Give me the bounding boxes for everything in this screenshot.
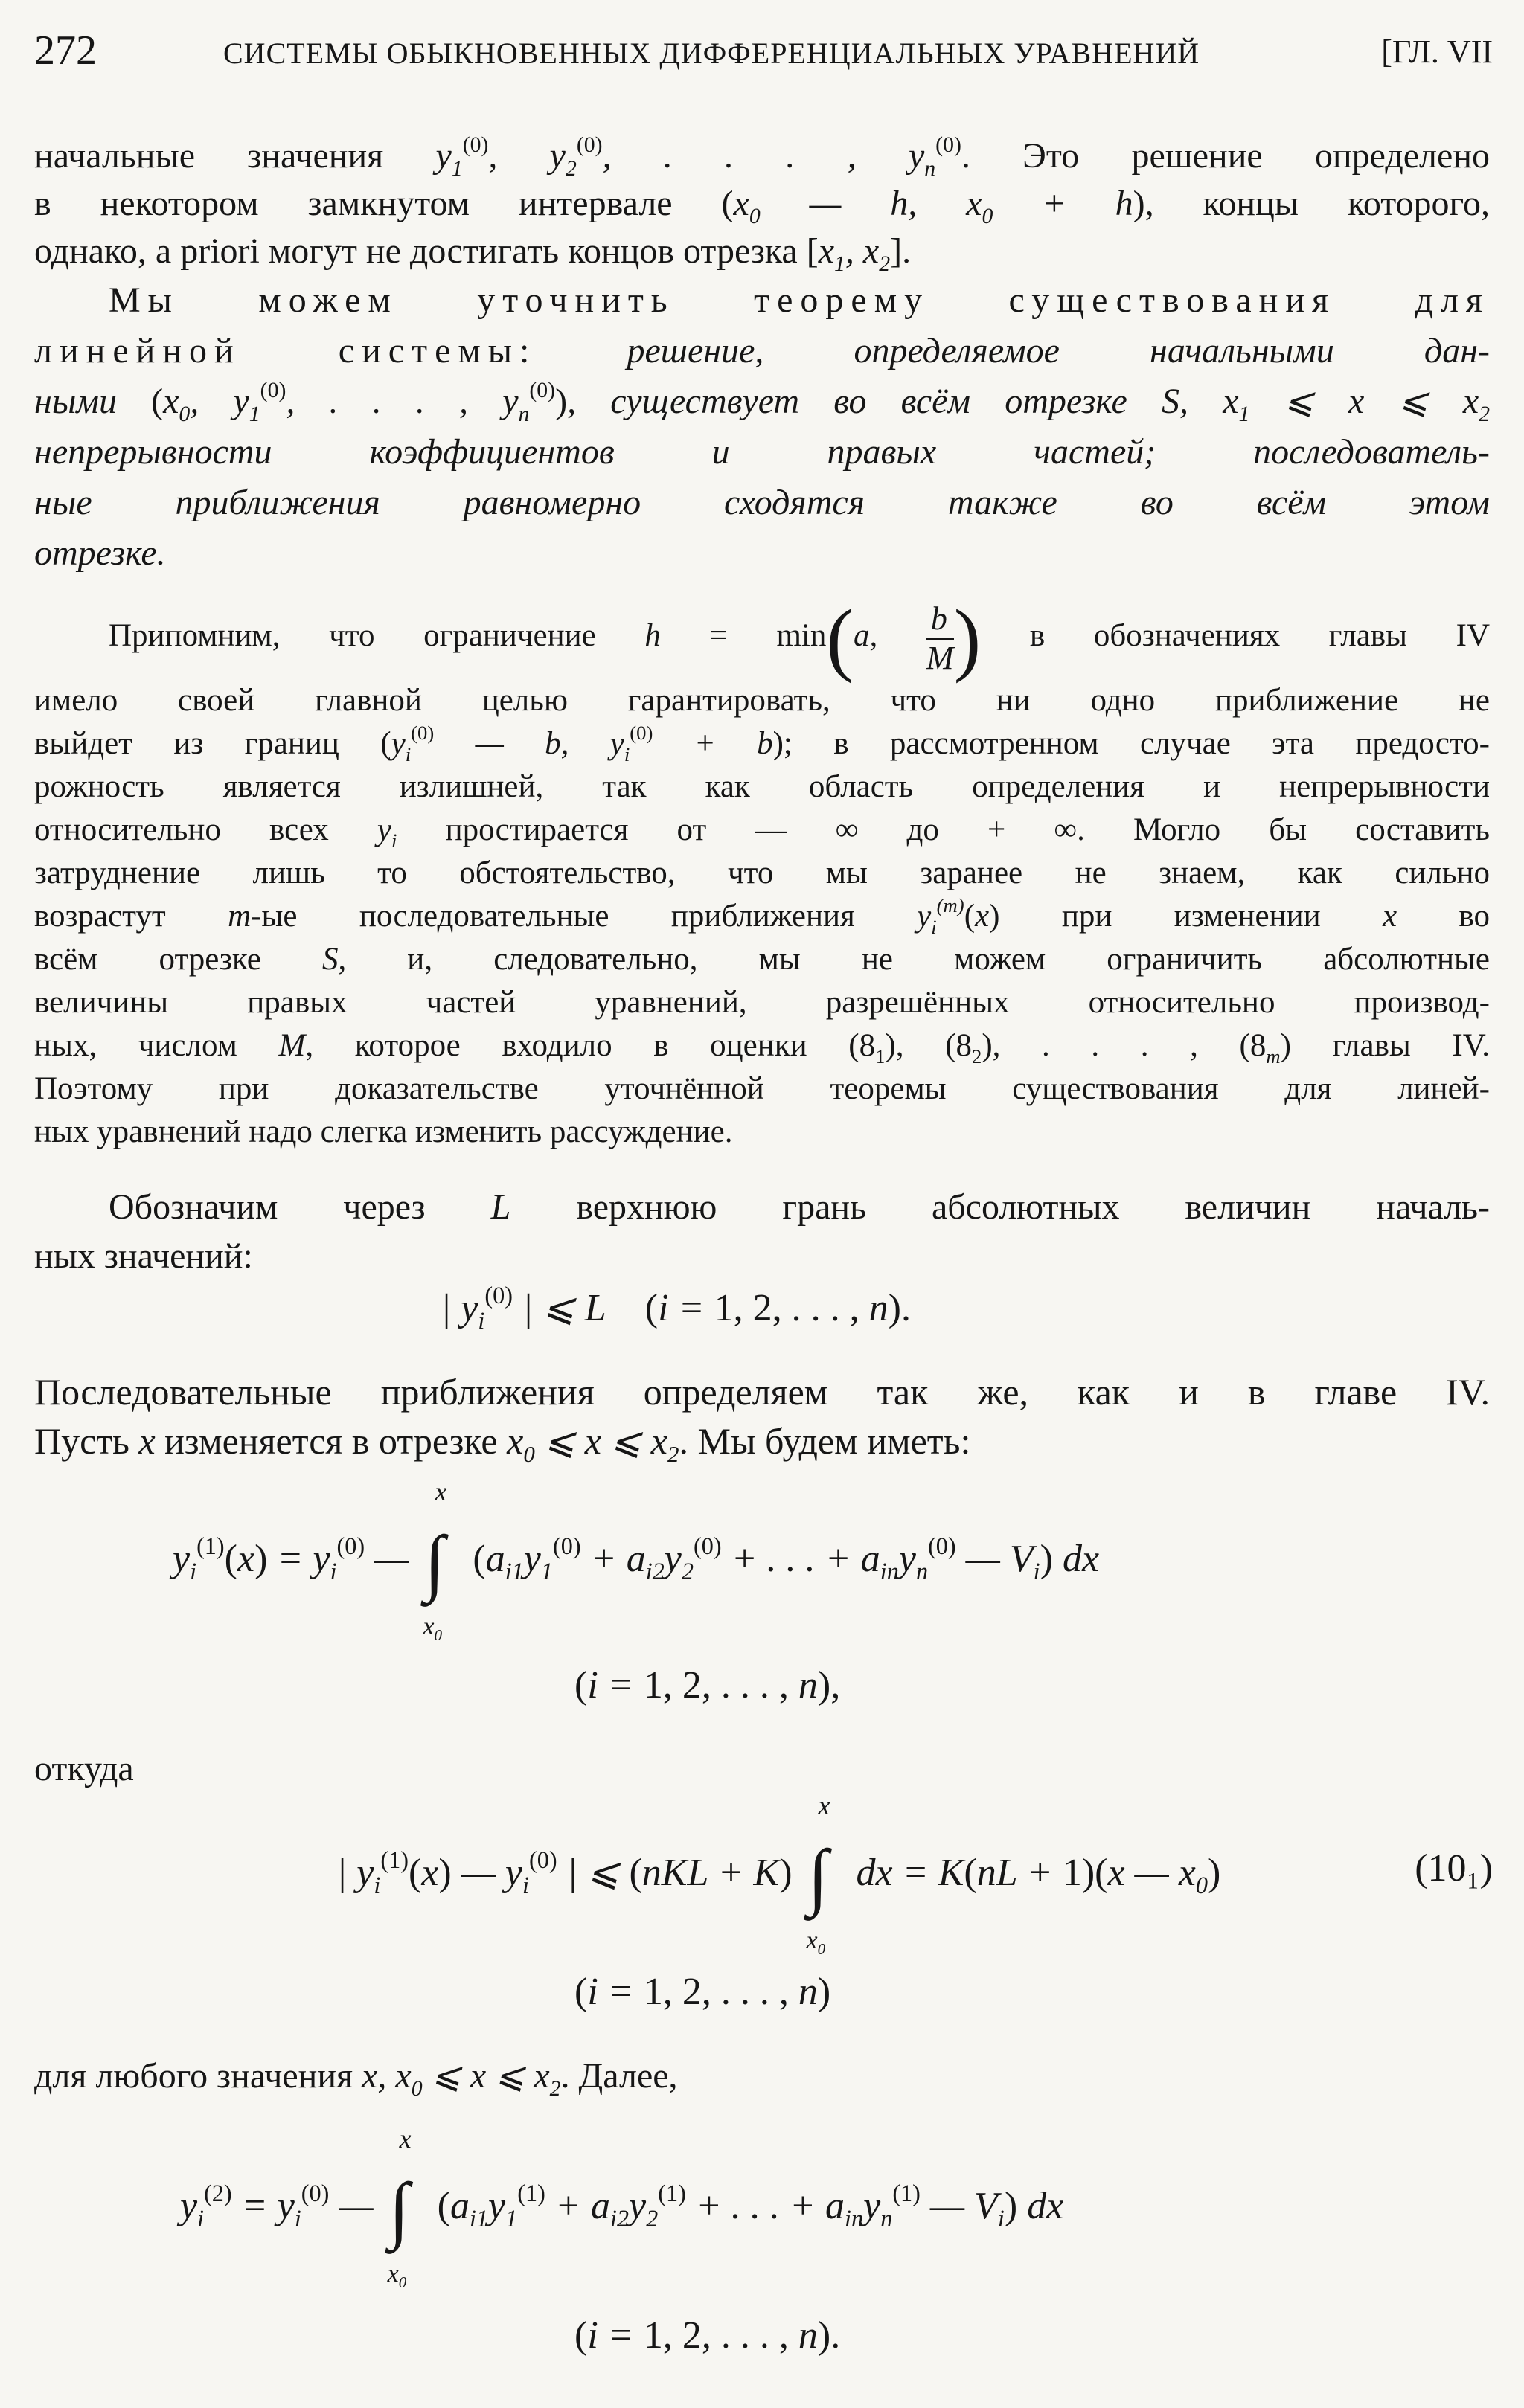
text-line: затруднение лишь то обстоятельство, что мы заранее не знаем, как сильно — [34, 855, 1490, 891]
formula-first-approximation: $y_i^{(1)}(x) = y_i^{(0)}$ — ∫ x $x_0$ ($a_{i1}y_1^{(0)} + a_{i2}y_2^{(0)}$ + . . . + $a_{in}y_n^{(0)}$ — $V_i$) dx — [173, 1477, 1100, 1644]
word-otkuda: откуда — [34, 1749, 134, 1788]
paragraph-3 — [34, 595, 1490, 1154]
text-line: однако, a priori могут не достигать концов отрезка [$x_1$, $x_2$]. — [34, 231, 912, 276]
index-range: (i = 1, 2, . . . , n), — [574, 1664, 841, 1707]
paragraph-1 — [34, 132, 1490, 275]
page-number: 272 — [34, 28, 97, 74]
index-range: (i = 1, 2, . . . , n). — [574, 2314, 841, 2357]
running-title: СИСТЕМЫ ОБЫКНОВЕННЫХ ДИФФЕРЕНЦИАЛЬНЫХ УРАВНЕНИЙ — [223, 36, 1200, 70]
text-line: начальные значения $y_1^{(0)}$, $y_2^{(0)}$, . . . , $y_n^{(0)}$. Это решение определено — [34, 132, 1491, 181]
text-line: Припомним, что ограничение h = min(a, $\frac{b}{M}$ ) в обозначениях главы IV — [109, 593, 1491, 684]
text-line: имело своей главной целью гарантировать, что ни одно приближение не — [34, 683, 1490, 719]
text-line: величины правых частей уравнений, разрешённых относительно производ- — [34, 985, 1490, 1021]
text-line: непрерывности коэффициентов и правых частей; последователь- — [34, 432, 1490, 472]
text-line: относительно всех $y_i$ простирается от — ∞ до + ∞. Могло бы составить — [34, 812, 1491, 852]
text-line: для любого значения x, $x_0$ ⩽ x ⩽ $x_2$. Далее, — [34, 2056, 678, 2101]
paragraph-6 — [34, 2055, 1490, 2101]
text-line: ные приближения равномерно сходятся также во всём этом — [34, 483, 1490, 522]
formula-estimate: | $y_i^{(1)}(x)$ — $y_i^{(0)}$ | ⩽ (nKL + K) ∫ x $x_0$ dx = K(nL + 1)(x — $x_0$) — [336, 1791, 1221, 1958]
text-line: ных уравнений надо слегка изменить рассуждение. — [34, 1114, 733, 1150]
text-line: отрезке. — [34, 533, 166, 573]
text-line: всём отрезке S, и, следовательно, мы не можем ограничить абсолютные — [34, 942, 1490, 977]
equation-number: (10₁) — [1415, 1847, 1493, 1890]
text-line: рожность является излишней, так как область определения и непрерывности — [34, 769, 1490, 805]
integral-sign: ∫ x $x_0$ — [806, 1791, 830, 1958]
text-line: Пусть x изменяется в отрезке $x_0$ ⩽ x ⩽ $x_2$. Мы будем иметь: — [34, 1420, 971, 1467]
integral-sign: ∫ x $x_0$ — [387, 2124, 412, 2291]
paragraph-4 — [34, 1183, 1490, 1281]
chapter-label: [ГЛ. VII — [1381, 33, 1493, 70]
text-line: ными ($x_0$, $y_1^{(0)}$, . . . , $y_n^{(0)}$), существует во всём отрезке S, $x_1$ ⩽ x ⩽ $x_2$ — [34, 377, 1491, 426]
formula-second-approximation: $y_i^{(2)} = y_i^{(0)}$ — ∫ x $x_0$ ($a_{i1}y_1^{(1)} + a_{i2}y_2^{(1)}$ + . . . + $a_{in}y_n^{(1)}$ — $V_i$) dx — [180, 2124, 1064, 2291]
text-line: в некотором замкнутом интервале ($x_0$ — h, $x_0 + h$), концы которого, — [34, 184, 1491, 228]
text-line: возрастут m-ые последовательные приближения $y_i^{(m)}(x)$ при изменении x во — [34, 893, 1491, 938]
text-line: Последовательные приближения определяем так же, как и в главе IV. — [34, 1371, 1490, 1413]
page-header — [34, 27, 1493, 86]
text-line: ных значений: — [34, 1236, 253, 1276]
inequality-bound-L: | $y_i^{(0)}$ | ⩽ L (i = 1, 2, . . . , n). — [441, 1281, 911, 1335]
text-line: Поэтому при доказательстве уточнённой теоремы существования для линей- — [34, 1071, 1490, 1107]
text-line: Мы можем уточнить теорему существования для — [109, 280, 1490, 320]
paragraph-5 — [34, 1367, 1490, 1465]
text-line: Обозначим через L верхнюю грань абсолютных величин началь- — [109, 1187, 1491, 1227]
text-line: выйдет из границ ($y_i^{(0)}$ — b, $y_i^{(0)} + b$); в рассмотренном случае эта предосто- — [34, 721, 1490, 765]
text-line: ных, числом M, которое входило в оценки $(8_1)$, $(8_2)$, . . . , $(8_m)$ главы IV. — [34, 1028, 1490, 1067]
index-range: (i = 1, 2, . . . , n) — [574, 1971, 831, 2013]
paragraph-2 — [34, 275, 1490, 579]
integral-sign: ∫ x $x_0$ — [423, 1477, 447, 1644]
text-line: линейной системы: решение, определяемое начальными дан- — [34, 331, 1490, 370]
